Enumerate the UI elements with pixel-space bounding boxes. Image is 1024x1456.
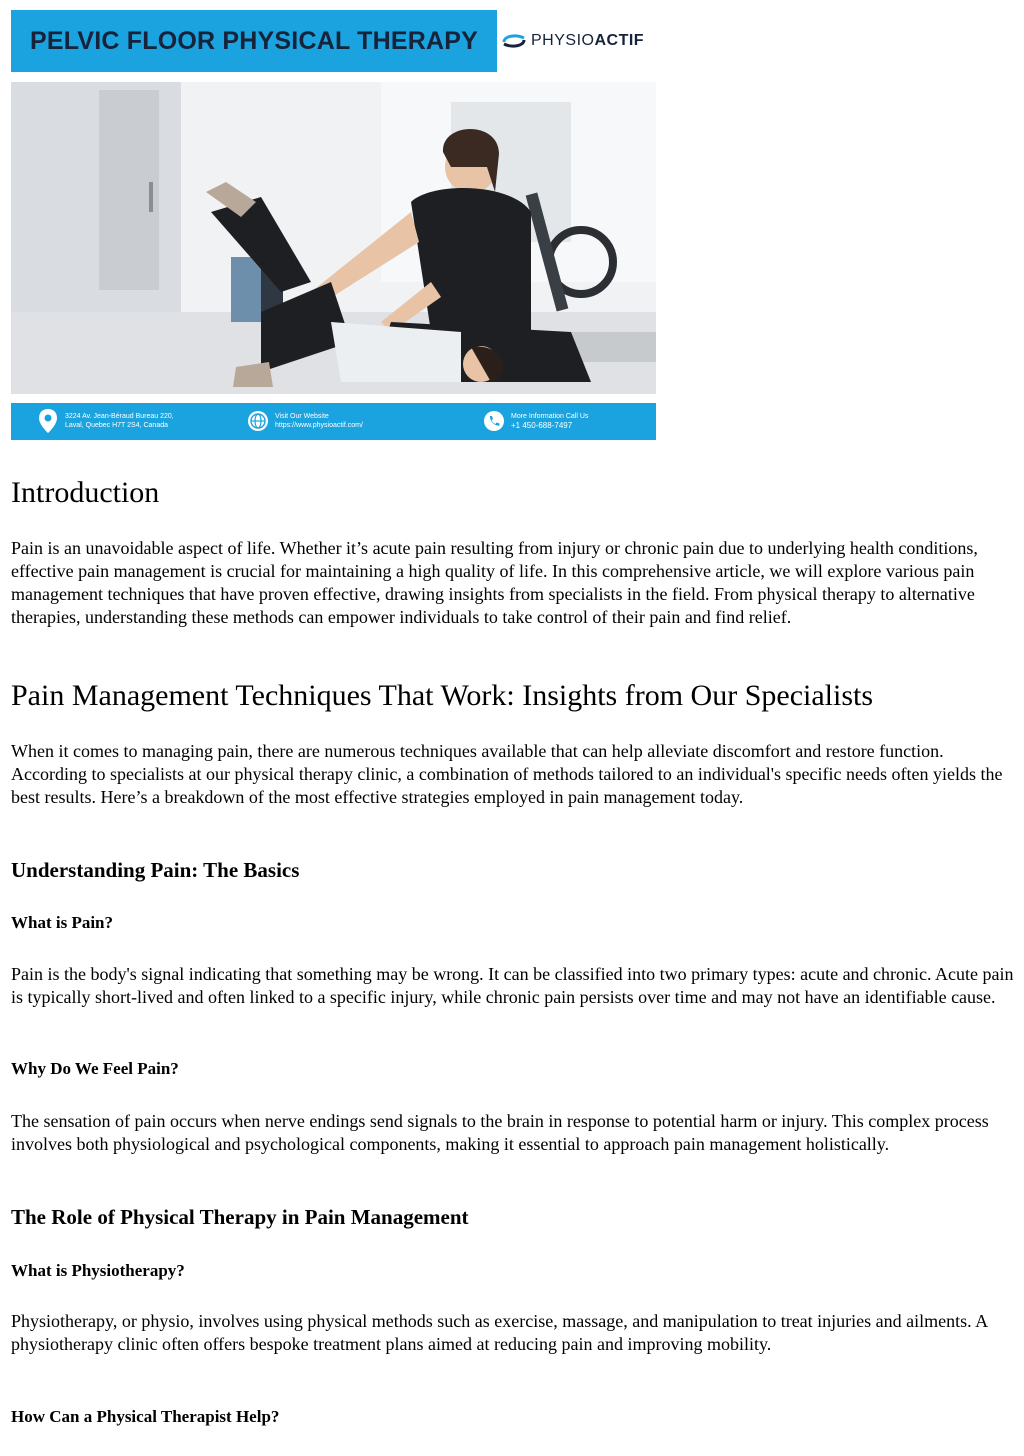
therapy-session-photo xyxy=(11,82,656,394)
therapist-heading: How Can a Physical Therapist Help? xyxy=(11,1407,280,1426)
why-pain-paragraph: The sensation of pain occurs when nerve endings send signals to the brain in response to potential harm or injury. This complex process involves both physiological and psychological components, making it essential to approach pain management holistically. xyxy=(11,1111,989,1154)
physio-paragraph: Physiotherapy, or physio, involves using physical methods such as exercise, massage, and manipulation to treat injuries and ailments. A physiotherapy clinic often offers bespoke treatment plans aimed at reducing pain and improving mobility. xyxy=(11,1311,988,1354)
phone-number: +1 450-688-7497 xyxy=(511,421,573,430)
main-paragraph: When it comes to managing pain, there are numerous techniques available that can help alleviate discomfort and restore function. According to specialists at our physical therapy clinic, a combination of methods tailored to an individual's specific needs often yields the best results. Here’s a breakdown of the most effective strategies employed in pain management today. xyxy=(11,741,1003,807)
address-line-1: 3224 Av. Jean-Béraud Bureau 220, xyxy=(65,413,174,420)
basics-heading: Understanding Pain: The Basics xyxy=(11,858,300,882)
main-heading: Pain Management Techniques That Work: Insights from Our Specialists xyxy=(11,679,874,712)
logo-swoosh-icon xyxy=(501,33,527,49)
why-pain-heading: Why Do We Feel Pain? xyxy=(11,1059,179,1078)
website-label: Visit Our Website xyxy=(275,413,329,420)
logo-text-secondary: ACTIF xyxy=(594,32,645,49)
phone-label: More Information Call Us xyxy=(511,413,589,420)
contact-address xyxy=(37,407,174,435)
physio-heading: What is Physiotherapy? xyxy=(11,1261,185,1280)
intro-paragraph: Pain is an unavoidable aspect of life. Whether it’s acute pain resulting from injury or chronic pain due to underlying health conditions, effective pain management is crucial for maintaining a high quality of life. In this comprehensive article, we will explore various pain management techniques that have proven effective, drawing insights from specialists in the field. From physical therapy to alternative therapies, understanding these methods can empower individuals to take control of their pain and find relief. xyxy=(11,538,978,627)
phone-icon xyxy=(483,407,505,435)
website-url: https://www.physioactif.com/ xyxy=(275,422,363,429)
globe-icon xyxy=(247,407,269,435)
pt-role-heading: The Role of Physical Therapy in Pain Management xyxy=(11,1205,469,1229)
address-line-2: Laval, Quebec H7T 2S4, Canada xyxy=(65,422,168,429)
document-page xyxy=(0,10,1024,1426)
what-is-pain-paragraph: Pain is the body's signal indicating that something may be wrong. It can be classified into two primary types: acute and chronic. Acute pain is typically short-lived and often linked to a specific injury, while chronic pain persists over time and may not have an identifiable cause. xyxy=(11,964,1014,1007)
intro-heading: Introduction xyxy=(11,476,160,509)
physioactif-logo xyxy=(501,30,644,52)
banner-title-box xyxy=(11,10,497,72)
contact-phone xyxy=(483,407,588,435)
contact-bar xyxy=(11,403,656,440)
banner-title: PELVIC FLOOR PHYSICAL THERAPY xyxy=(30,26,478,55)
what-is-pain-heading: What is Pain? xyxy=(11,913,114,932)
logo-text-primary: PHYSIO xyxy=(531,32,595,49)
header-banner-image xyxy=(11,10,656,440)
contact-website xyxy=(247,407,363,435)
location-pin-icon xyxy=(37,407,59,435)
